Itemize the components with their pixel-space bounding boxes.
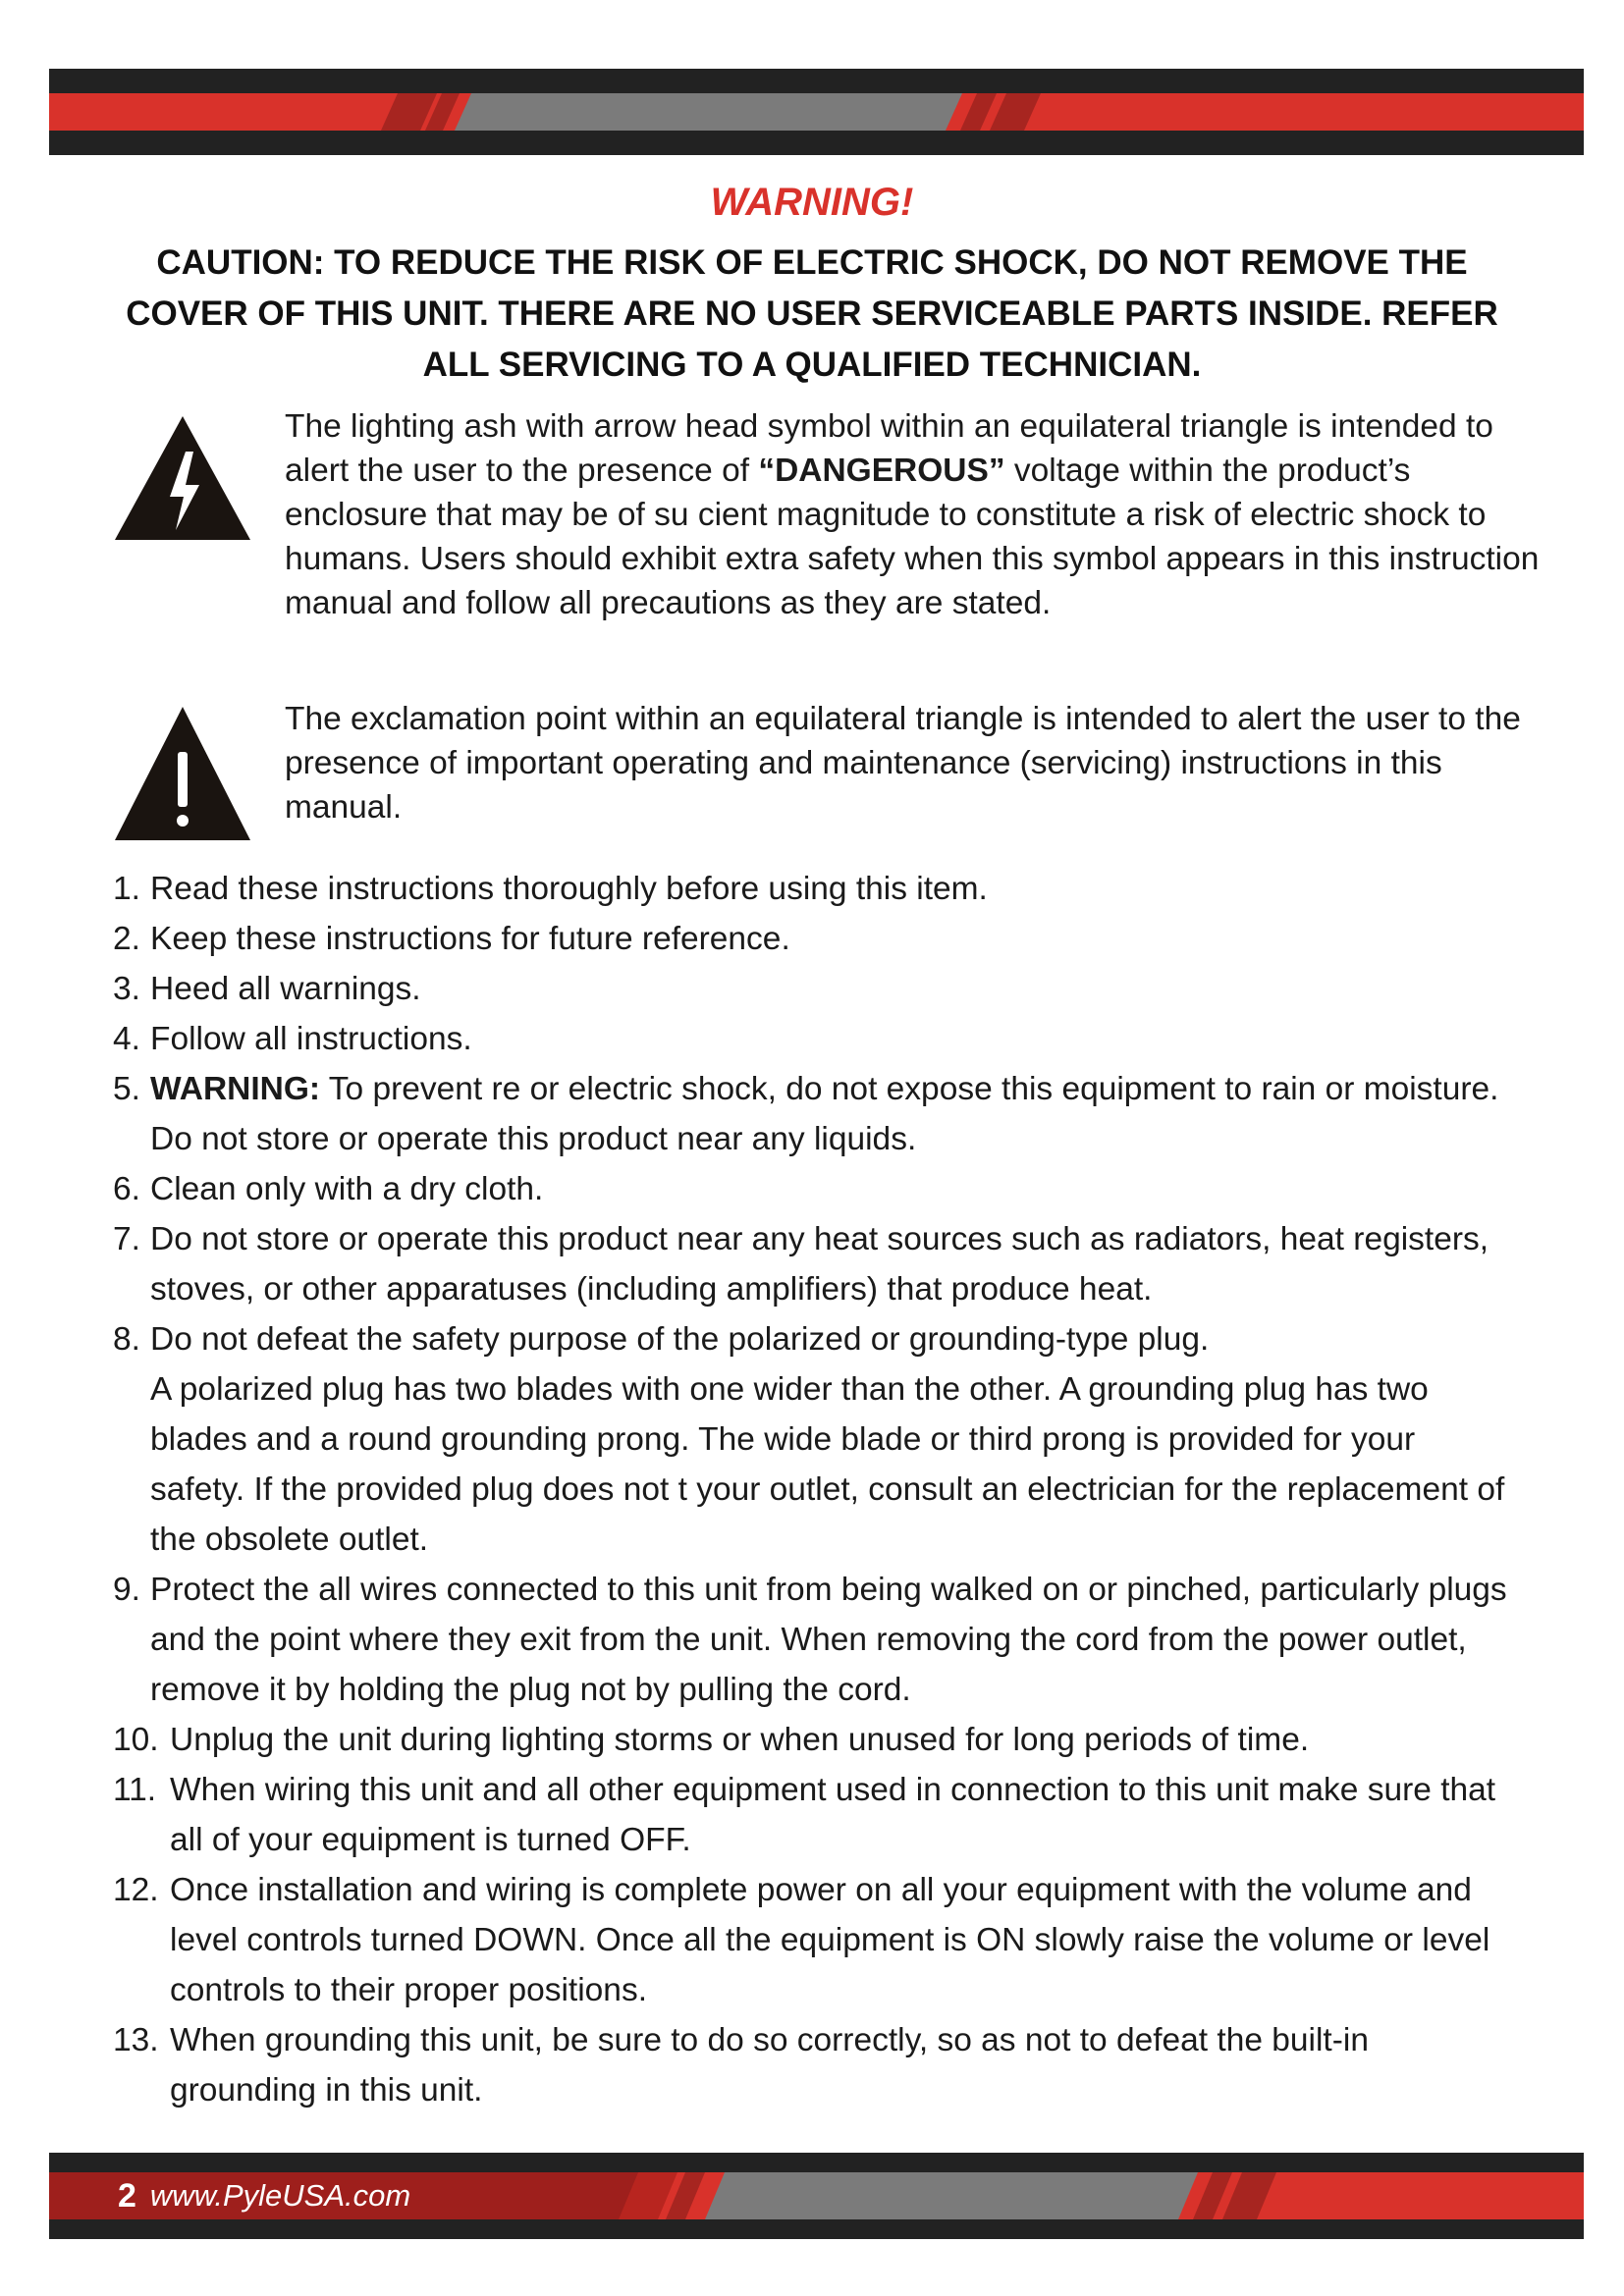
item-text: To prevent re or electric shock, do not expose this equipment to rain or moisture. Do not store or operate this product near any liquids. bbox=[150, 1071, 1499, 1157]
exclamation-symbol-description: The exclamation point within an equilateral triangle is intended to alert the user to the presence of important operating and maintenance (servicing) instructions in this manual. bbox=[285, 701, 1521, 826]
page-number: 2 bbox=[118, 2176, 136, 2215]
lightning-text-start: The lighting ash with arrow head symbol within an equilateral triangle is intended to alert the user to the presence of bbox=[285, 408, 1493, 489]
header-band bbox=[49, 69, 1584, 155]
warning-title: WARNING! bbox=[710, 181, 914, 224]
website-link[interactable]: www.PyleUSA.com bbox=[149, 2178, 411, 2213]
item-number: 7. bbox=[113, 1221, 140, 1257]
item-text: Protect the all wires connected to this unit from being walked on or pinched, particularly plugs and the point where they exit from the unit. When removing the cord from the power outlet, remove it by holding the plug not by pulling the cord. bbox=[150, 1572, 1507, 1708]
item-text: Do not store or operate this product near any heat sources such as radiators, heat registers, stoves, or other apparatuses (including amplifiers) that produce heat. bbox=[150, 1221, 1489, 1308]
item-number: 1. bbox=[113, 871, 140, 907]
item-number: 2. bbox=[113, 921, 140, 957]
item-number: 6. bbox=[113, 1171, 140, 1207]
item-number: 13. bbox=[113, 2022, 159, 2058]
item-text: Unplug the unit during lighting storms or when unused for long periods of time. bbox=[170, 1722, 1310, 1758]
item-number: 5. bbox=[113, 1071, 140, 1107]
item-number: 12. bbox=[113, 1872, 159, 1908]
footer bbox=[118, 2153, 410, 2239]
list-item bbox=[113, 1715, 1507, 1765]
list-item bbox=[113, 1865, 1507, 2015]
item-text: Clean only with a dry cloth. bbox=[150, 1171, 544, 1207]
list-item bbox=[113, 2015, 1507, 2115]
item-text: Keep these instructions for future reference. bbox=[150, 921, 790, 957]
item-text: Follow all instructions. bbox=[150, 1021, 472, 1057]
item-number: 4. bbox=[113, 1021, 140, 1057]
item-number: 8. bbox=[113, 1321, 140, 1358]
item-text-continued: A polarized plug has two blades with one wider than the other. A grounding plug has two blades and a round grounding prong. The wide blade or third prong is provided for your safety. If the provided plug does not t your outlet, consult an electrician for the replacement of the obsolete outlet. bbox=[150, 1371, 1505, 1558]
list-item bbox=[113, 964, 1507, 1014]
warning-label: WARNING: bbox=[150, 1071, 321, 1107]
list-item bbox=[113, 1014, 1507, 1064]
list-item bbox=[113, 914, 1507, 964]
lightning-warning-triangle-icon bbox=[113, 414, 252, 547]
list-item bbox=[113, 1565, 1507, 1715]
lightning-symbol-description bbox=[285, 404, 1561, 625]
caution-heading: CAUTION: TO REDUCE THE RISK OF ELECTRIC SHOCK, DO NOT REMOVE THE COVER OF THIS UNIT. THERE ARE NO USER SERVICEABLE PARTS INSIDE. REFER ALL SERVICING TO A QUALIFIED TECHNICIAN. bbox=[126, 243, 1498, 384]
item-number: 9. bbox=[113, 1572, 140, 1608]
dangerous-emphasis: “DANGEROUS” bbox=[758, 453, 1005, 489]
list-item bbox=[113, 1164, 1507, 1214]
item-number: 11. bbox=[113, 1772, 157, 1808]
item-text: Heed all warnings. bbox=[150, 971, 421, 1007]
item-text: When grounding this unit, be sure to do so correctly, so as not to defeat the built-in grounding in this unit. bbox=[170, 2022, 1369, 2109]
list-item bbox=[113, 864, 1507, 914]
item-text: When wiring this unit and all other equipment used in connection to this unit make sure that all of your equipment is turned OFF. bbox=[170, 1772, 1496, 1858]
item-text: Do not defeat the safety purpose of the polarized or grounding-type plug. bbox=[150, 1321, 1210, 1358]
exclamation-symbol-block bbox=[113, 697, 1521, 844]
list-item bbox=[113, 1314, 1507, 1565]
item-number: 10. bbox=[113, 1722, 159, 1758]
lightning-symbol-block bbox=[113, 404, 1540, 679]
item-text: Read these instructions thoroughly before using this item. bbox=[150, 871, 988, 907]
list-item bbox=[113, 1064, 1507, 1164]
lightning-text-end: voltage within the product’s enclosure that may be of su cient magnitude to constitute a risk of electric shock to humans. Users should exhibit extra safety when this symbol appears in this instruction manual and follow all precautions as they are stated. bbox=[285, 453, 1540, 621]
exclamation-warning-triangle-icon bbox=[113, 705, 252, 847]
list-item bbox=[113, 1214, 1507, 1314]
item-text: Once installation and wiring is complete power on all your equipment with the volume and level controls turned DOWN. Once all the equipment is ON slowly raise the volume or level controls to their proper positions. bbox=[170, 1872, 1490, 2008]
item-number: 3. bbox=[113, 971, 140, 1007]
footer-band bbox=[49, 2153, 1584, 2239]
safety-instructions-list bbox=[113, 864, 1507, 2115]
list-item bbox=[113, 1765, 1507, 1865]
